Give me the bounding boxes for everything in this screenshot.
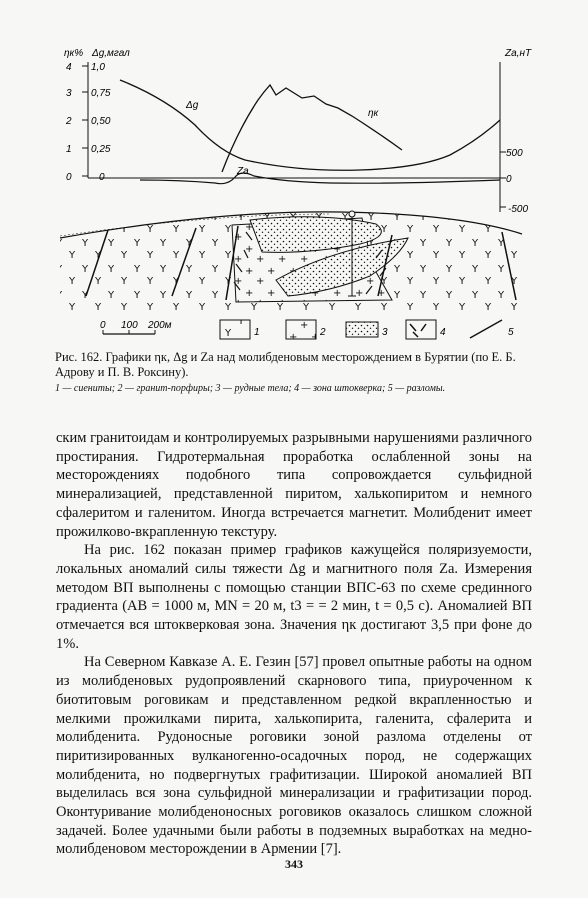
- paragraph-3: На Северном Кавказе А. Е. Гезин [57] провел опытные работы на одном из молибденовых рудопроявлений скарнового типа, приуроченном к биотитовым роговикам и представленном редкой вкрапленностью и мелкими прожилками пирита, халькопирита, галенита, сфалерита и молибденита. Рудоносные роговики зоной разлома отделены от пиритизированных вулканогенно-осадочных пород, не содержащих молибденита, но подвергнутых графитизации. Широкой аномалией ВП выделилась вся зона сульфидной минерализации и графитизации пород. Оконтуривание молибденоносных роговиков оказалось слишком сложной задачей. Более удачными были работы в подземных выработках на медно-молибденовом месторождении в Армении [7].: [56, 654, 532, 858]
- legend-swatch-granite: [286, 320, 316, 339]
- dg-tick-075: 0,75: [91, 88, 111, 99]
- figure-162: [0, 0, 588, 345]
- body-text: [56, 429, 532, 859]
- za-curve-label: Za: [237, 166, 249, 177]
- za-tick-neg500: -500: [508, 204, 529, 215]
- eta-tick-4: 4: [66, 62, 72, 73]
- dg-curve: [120, 80, 500, 170]
- eta-tick-0: 0: [66, 172, 72, 183]
- za-tick-500: 500: [506, 148, 523, 159]
- left-axes: [82, 62, 88, 178]
- dg-axis-label: Δg,мгал: [92, 48, 130, 59]
- eta-tick-3: 3: [66, 88, 72, 99]
- scale-zero: 0: [100, 320, 106, 331]
- eta-tick-1: 1: [66, 144, 72, 155]
- legend-number-4: 4: [440, 327, 446, 338]
- legend-number-1: 1: [254, 327, 260, 338]
- legend-swatch-syenite: [220, 320, 250, 339]
- eta-curve-label: ηк: [368, 108, 379, 119]
- figure-caption: Рис. 162. Графики ηк, Δg и Za над молибденовым месторождением в Бурятии (по Е. Б. Адрову и П. В. Роксину).: [55, 350, 516, 379]
- legend: [220, 320, 514, 339]
- dg-curve-label: Δg: [186, 100, 199, 111]
- paragraph-2: На рис. 162 показан пример графиков кажущейся поляризуемости, локальных аномалий силы тяжести Δg и магнитного поля Za. Измерения методом ВП выполнены с помощью станции ВПС-63 по схеме срединного градиента (AB = 1000 м, MN = 20 м, t3 = = 2 мин, t = 0,5 с). Аномалией ВП отмечается вся штокверковая зона. Значения ηк достигают 3,5 при фоне до 1%.: [56, 542, 532, 652]
- scale-mid: 100: [121, 320, 138, 331]
- dg-tick-050: 0,50: [91, 116, 111, 127]
- figure-legend-text: 1 — сиениты; 2 — гранит-порфиры; 3 — рудные тела; 4 — зона штокверка; 5 — разломы.: [55, 383, 446, 394]
- legend-number-5: 5: [508, 327, 514, 338]
- za-tick-0: 0: [506, 174, 512, 185]
- dg-tick-1: 1,0: [91, 62, 105, 73]
- scale-bar: [100, 320, 172, 334]
- eta-tick-2: 2: [66, 116, 72, 127]
- za-axis-label: Za,нТ: [505, 48, 532, 59]
- geological-section: [60, 205, 530, 315]
- legend-number-2: 2: [320, 327, 326, 338]
- legend-swatch-stockwork: [406, 320, 436, 339]
- legend-swatch-fault: [470, 320, 502, 338]
- right-axis: [500, 62, 506, 212]
- scale-max: 200м: [148, 320, 172, 331]
- legend-number-3: 3: [382, 327, 388, 338]
- paragraph-1: ским гранитоидам и контролируемых разрывными нарушениями различного простирания. Гидротермальная проработка ослабленной зоны на месторождениях подобного типа сопровождается сульфидной минерализацией, представленной пиритом, халькопиритом и немного сфалеритом и галенитом. Иногда встречается магнетит. Молибденит имеет прожилково-вкрапленную текстуру.: [56, 430, 532, 540]
- legend-swatch-ore: [346, 322, 378, 337]
- dg-tick-0: 0: [99, 172, 105, 183]
- dg-tick-025: 0,25: [91, 144, 111, 155]
- eta-axis-label: ηк%: [64, 48, 84, 59]
- eta-curve: [222, 85, 402, 172]
- page-number: 343: [285, 857, 303, 871]
